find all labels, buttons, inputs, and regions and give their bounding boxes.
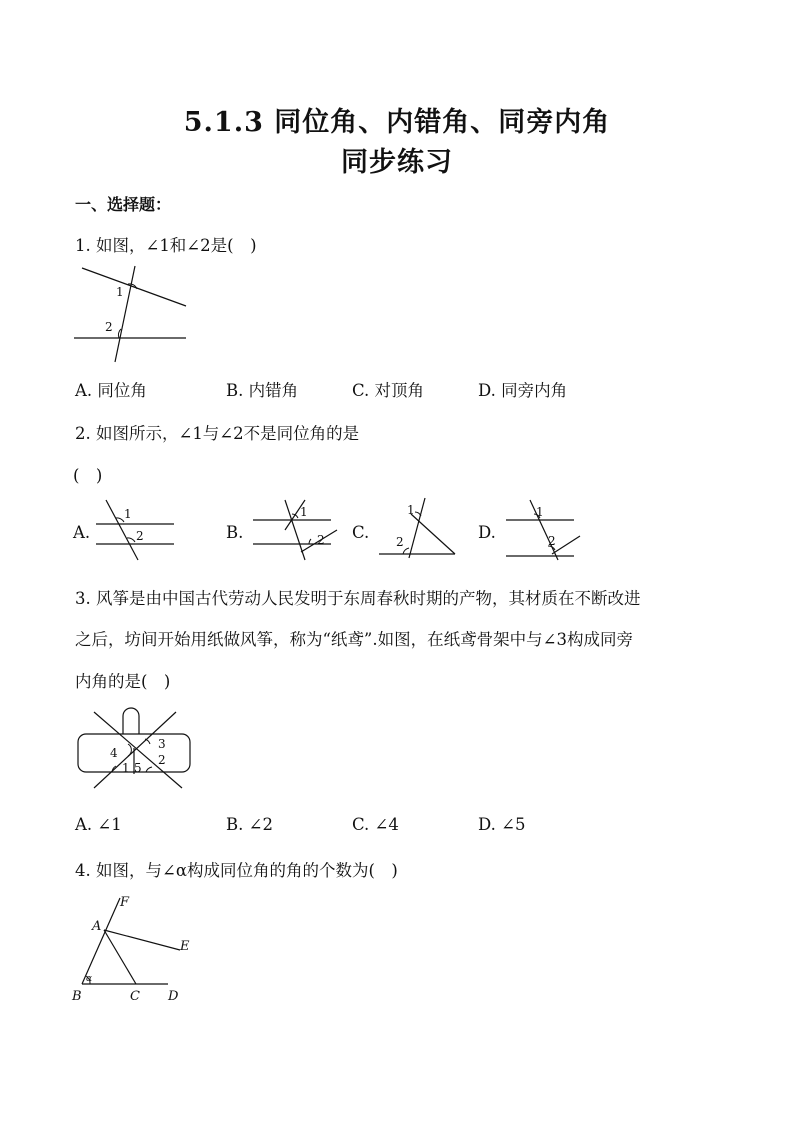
section-heading: 一、选择题： [75, 195, 172, 214]
question-1-stem: 1. 如图，∠1和∠2是( ) [75, 236, 257, 255]
question-3-line3: 内角的是( ) [75, 672, 171, 691]
q1-option-b[interactable]: B. 内错角 [226, 381, 299, 400]
q3-option-d[interactable]: D. ∠5 [478, 815, 526, 834]
q4-label-D: D [168, 989, 179, 1004]
page-title-line1: 5.1.3 同位角、内错角、同旁内角 [183, 107, 611, 138]
q1-option-c[interactable]: C. 对顶角 [352, 381, 425, 400]
q4-label-A: A [92, 919, 102, 934]
q2d-label-1: 1 [536, 505, 544, 519]
q2c-label-2: 2 [396, 535, 404, 549]
q2a-label-2: 2 [136, 529, 144, 543]
q2-figure-a [94, 496, 178, 562]
q3-label-4: 4 [110, 746, 118, 760]
q4-label-F: F [120, 895, 130, 910]
q2-option-d[interactable]: D. [478, 523, 496, 542]
q2d-label-2: 2 [548, 534, 556, 548]
q4-label-B: B [72, 989, 82, 1004]
q2-figure-c [375, 494, 459, 560]
q3-option-a[interactable]: A. ∠1 [75, 815, 122, 834]
q1-label-2: 2 [105, 320, 113, 334]
q2-option-b[interactable]: B. [226, 523, 244, 542]
q2-figure-d [502, 496, 586, 562]
q4-label-alpha: α [86, 974, 93, 984]
q2c-label-1: 1 [407, 503, 415, 517]
q3-option-b[interactable]: B. ∠2 [226, 815, 273, 834]
q1-option-d[interactable]: D. 同旁内角 [478, 381, 568, 400]
question-2-paren: ( ) [73, 466, 103, 485]
question-4-figure [68, 890, 198, 1006]
q3-label-1: 1 [122, 761, 130, 775]
q3-option-c[interactable]: C. ∠4 [352, 815, 399, 834]
question-3-line1: 3. 风筝是由中国古代劳动人民发明于东周春秋时期的产物，其材质在不断改进 [75, 589, 641, 608]
page-title-line2: 同步练习 [341, 147, 453, 178]
q2b-label-2: 2 [317, 533, 325, 547]
q2-option-a[interactable]: A. [73, 523, 91, 542]
q1-label-1: 1 [116, 285, 124, 299]
q2-figure-b [249, 496, 341, 562]
q4-label-E: E [180, 939, 190, 954]
q2b-label-1: 1 [300, 505, 308, 519]
q3-label-5: 5 [134, 761, 142, 775]
question-3-line2: 之后，坊间开始用纸做风筝，称为“纸鸢”.如图，在纸鸢骨架中与∠3构成同旁 [75, 630, 633, 649]
question-1-figure [70, 262, 200, 368]
q3-label-2: 2 [158, 753, 166, 767]
question-2-stem: 2. 如图所示，∠1与∠2不是同位角的是 [75, 424, 360, 443]
q1-option-a[interactable]: A. 同位角 [75, 381, 147, 400]
q2a-label-1: 1 [124, 507, 132, 521]
q3-label-3: 3 [158, 737, 166, 751]
question-3-kite-figure [74, 704, 196, 800]
q2-option-c[interactable]: C. [352, 523, 370, 542]
question-4-stem: 4. 如图，与∠α构成同位角的角的个数为( ) [75, 861, 398, 880]
q4-label-C: C [130, 989, 140, 1004]
q1-transversal [115, 266, 135, 362]
